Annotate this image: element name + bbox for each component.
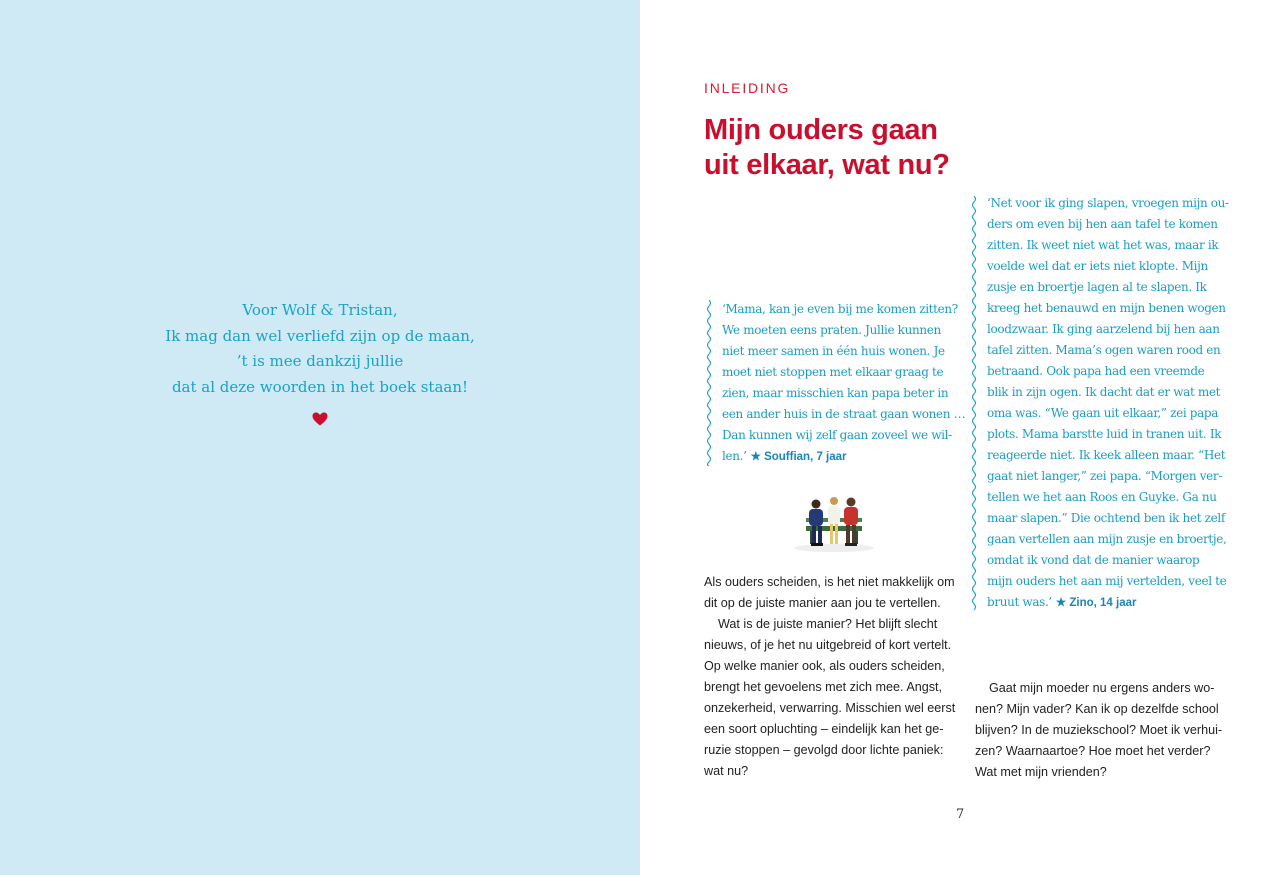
quote-line: zitten. Ik weet niet wat het was, maar ik xyxy=(987,238,1219,252)
body-line: Wat met mijn vrienden? xyxy=(975,765,1107,779)
wavy-line-decoration xyxy=(704,300,714,466)
quote-line: maar slapen.” Die ochtend ben ik het zelf xyxy=(987,511,1225,525)
bench-people-illustration xyxy=(788,490,878,554)
body-line: nen? Mijn vader? Kan ik op dezelfde school xyxy=(975,702,1219,716)
quote-line: zusje en broertje lagen al te slapen. Ik xyxy=(987,280,1207,294)
quote-line xyxy=(987,592,1229,614)
body-text-right xyxy=(975,678,1222,783)
quote-line: oma was. “We gaan uit elkaar,” zei papa xyxy=(987,406,1219,420)
body-line: blijven? In de muziekschool? Moet ik verhui- xyxy=(975,723,1223,737)
quote-attribution: ★ Zino, 14 jaar xyxy=(1055,597,1137,609)
dedication-line: dat al deze woorden in het boek staan! xyxy=(171,377,469,396)
body-line: brengt het gevoelens met zich mee. Angst, xyxy=(704,680,943,694)
quote-line-text: bruut was.’ xyxy=(987,595,1052,609)
body-line: Op welke manier ook, als ouders scheiden, xyxy=(704,659,945,673)
body-line: onzekerheid, verwarring. Misschien wel eerst xyxy=(704,701,956,715)
quote-line: zien, maar misschien kan papa beter in xyxy=(722,386,949,400)
body-line: nieuws, of je het nu uitgebreid of kort vertelt. xyxy=(704,638,952,652)
body-text-left xyxy=(704,572,955,782)
quote-line: blik in zijn ogen. Ik dacht dat er wat met xyxy=(987,385,1221,399)
quote-line: mijn ouders het aan mij vertelden, veel te xyxy=(987,574,1227,588)
dedication-line: ’t is mee dankzij jullie xyxy=(236,352,404,370)
body-line: een soort opluchting – eindelijk kan het ge- xyxy=(704,722,944,736)
dedication-line: Ik mag dan wel verliefd zijn op de maan, xyxy=(165,326,475,345)
body-line: zen? Waarnaartoe? Hoe moet het verder? xyxy=(975,744,1211,758)
quote-line: tellen we het aan Roos en Guyke. Ga nu xyxy=(987,490,1217,504)
page-number: 7 xyxy=(956,807,965,822)
quote-line: tafel zitten. Mama’s ogen waren rood en xyxy=(987,343,1221,357)
quote-line: een ander huis in de straat gaan wonen … xyxy=(722,407,966,421)
quote-line: Dan kunnen wij zelf gaan zoveel we wil- xyxy=(722,428,952,442)
body-line: Gaat mijn moeder nu ergens anders wo- xyxy=(989,681,1215,695)
body-line: dit op de juiste manier aan jou te vertellen. xyxy=(704,596,941,610)
body-line: wat nu? xyxy=(704,764,749,778)
chapter-title-line: Mijn ouders gaan xyxy=(704,114,938,146)
quote-line: gaan vertellen aan mijn zusje en broertje, xyxy=(987,532,1227,546)
quote-line: loodzwaar. Ik ging aarzelend bij hen aan xyxy=(987,322,1220,336)
quote-line: ders om even bij hen aan tafel te komen xyxy=(987,217,1218,231)
quote-attribution: ★ Souffian, 7 jaar xyxy=(750,451,847,463)
quote-line: omdat ik vond dat de manier waarop xyxy=(987,553,1200,567)
quote-line: ‘Net voor ik ging slapen, vroegen mijn ou- xyxy=(987,196,1229,210)
quote-line: moet niet stoppen met elkaar graag te xyxy=(722,365,944,379)
quote-line: reageerde niet. Ik keek alleen maar. “Het xyxy=(987,448,1226,462)
chapter-title-line: uit elkaar, wat nu? xyxy=(704,149,950,181)
quote-line: niet meer samen in één huis wonen. Je xyxy=(722,344,945,358)
chapter-title xyxy=(704,113,1064,183)
quote-line: voelde wel dat er iets niet klopte. Mijn xyxy=(987,259,1208,273)
body-line: ruzie stoppen – gevolgd door lichte paniek: xyxy=(704,743,944,757)
body-line: Als ouders scheiden, is het niet makkelijk om xyxy=(704,575,955,589)
dedication-line: Voor Wolf & Tristan, xyxy=(242,301,398,319)
quote-line: plots. Mama barstte luid in tranen uit. Ik xyxy=(987,427,1222,441)
quote-line: kreeg het benauwd en mijn benen wogen xyxy=(987,301,1226,315)
wavy-line-decoration xyxy=(969,196,979,612)
quote-line-text: len.’ xyxy=(722,449,747,463)
body-line: Wat is de juiste manier? Het blijft slecht xyxy=(718,617,938,631)
right-page xyxy=(640,0,1280,875)
quote-line: ‘Mama, kan je even bij me komen zitten? xyxy=(722,302,958,316)
quote-souffian xyxy=(722,299,965,468)
quote-line: gaat niet langer,” zei papa. “Morgen ver- xyxy=(987,469,1223,483)
quote-zino xyxy=(987,193,1229,614)
section-label: INLEIDING xyxy=(704,80,791,96)
heart-icon xyxy=(311,410,329,428)
quote-line xyxy=(722,446,965,468)
quote-line: We moeten eens praten. Jullie kunnen xyxy=(722,323,941,337)
quote-line: betraand. Ook papa had een vreemde xyxy=(987,364,1205,378)
dedication xyxy=(0,298,640,400)
